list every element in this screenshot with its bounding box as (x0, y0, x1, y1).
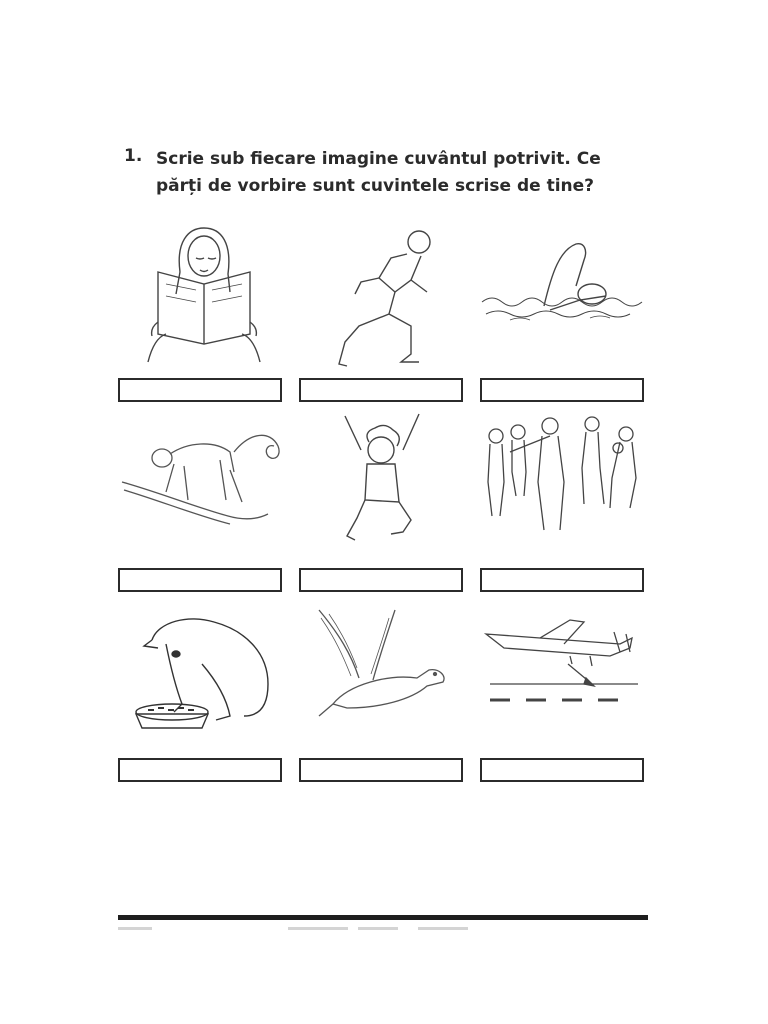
answer-box[interactable] (118, 568, 282, 592)
answer-box[interactable] (118, 758, 282, 782)
duck-flying-illustration (299, 604, 467, 754)
footer-faded-text (118, 924, 648, 934)
girl-jumping-illustration (299, 412, 467, 562)
answer-box[interactable] (480, 758, 644, 782)
children-playing-illustration (480, 412, 648, 562)
exercise-instruction: Scrie sub fiecare imagine cuvântul potrivit. Ce părți de vorbire sunt cuvintele scrise de tine? (156, 149, 601, 196)
answer-box[interactable] (299, 568, 463, 592)
answer-box[interactable] (299, 758, 463, 782)
answer-box[interactable] (299, 378, 463, 402)
exercise-number: 1. (124, 146, 143, 166)
monkey-climbing-illustration (118, 412, 286, 562)
answer-box[interactable] (118, 378, 282, 402)
dog-eating-illustration (118, 604, 286, 754)
girl-reading-illustration (118, 222, 286, 372)
answer-box[interactable] (480, 378, 644, 402)
swimmer-illustration (480, 222, 648, 372)
answer-box[interactable] (480, 568, 644, 592)
airplane-landing-illustration (480, 604, 648, 754)
footer-rule (118, 915, 648, 920)
boy-running-illustration (299, 222, 467, 372)
